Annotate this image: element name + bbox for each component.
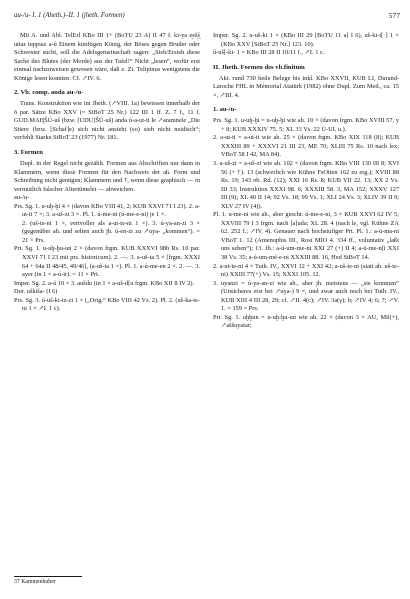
right-column bbox=[213, 32, 399, 331]
footer-rule bbox=[14, 576, 82, 577]
form-entry: Dur. uškiša- (I 6) bbox=[14, 288, 58, 296]
form-entry: Pl. 1. u-me-ni wie ah., aber geschr. ú-me-e-ni, 3 × KUB XXVI 62 IV 5; XXVIII 79 I 3 frgm. nach [a]uda; XL 28. 4 (nach le, vgl. Kühne ZA 62. 252 f.; ↗IV. 4). Genauer nach hochstufiger Prt. Pl. 1.: a-ú-ma-ni VBoT 1. 12 (Amenophis III., Rost MIO 4. 334 ff., voluntativ „laßt uns sehen“); 13. Jh.: a-ú-um-me-ni XXI 27 (+) II 4; a-ú-me-n[i XXI 38 Vs. 35; a-ú-um-mé-e-ni XXXIII 88. 16, Hed StBoT 14. bbox=[213, 211, 399, 262]
form-entry: 3. a-uš-zi = a-uš-zi wie ah. 102 × (davon frgm. KBo VIII 130 III 8; XVI 56 (+ †). 13 (schwerlich wie Kühne FsOtten 162 zu erg.); XVIII 88 Rs. 19; 143 ob. Rd. (12); XXI 16 Rs. 8; KUB VII 22. 13; XX 2 Vs. III 33; Instruktion XXXI 98. 6; XXXIII 58. 3, MA 152; XXXV 127 III (9); XL 40 II 14; 92 Vs. 18; 99 Vs. 1; XLI 24 Vs. 3; XLIV 39 II 9; XLV 27 IV (4)). bbox=[213, 160, 399, 210]
running-title: au-/u- I. 1 (Aheth.)–II. 1 (jheth. Formen) bbox=[14, 12, 125, 19]
page-number: 577 bbox=[388, 11, 400, 20]
form-entry-continued: 2. (uš-te-ni 1 ×, vertvoller als a-ut-te-ni 1 ×). 3. ú-ya-an-zi 3 × (gegenüber ah. und selten auch jh. ú-en-zi zu ↗uya- „kommen“). = 21 × Prs. bbox=[22, 219, 200, 244]
section-heading: II. Jheth. Formen des vb.finitum bbox=[213, 63, 305, 71]
section-heading: 1. au-/u- bbox=[213, 106, 237, 114]
form-entry: Imper. Sg. 2. a-ú 10 × 3. aušdu (in 1 × a-uš-d[u frgm. KBo XII 8 IV 2). bbox=[14, 279, 195, 287]
body-paragraph: Mit A. und Abl. TelErl KBo III 1+ (BoTU 23 A) II 47 f. ki-ya e̮eš̮š̮ uttar tuppiaz a-ú Einem künftigen König, der Böses gegen Bruder oder Schwester sucht, soll die Adelsgemeinschaft sagen: „Sieh/Ersieh diese Sache des Blutes (der Morde) aus der Tafel!“ Nicht „lesen“, wofür erst einmal nachzuweisen gewesen wäre, daß z. Zt. Telipinus wenigstens die Könige lesen konnten. Cf. ↗IV. 6. bbox=[14, 32, 200, 82]
running-header bbox=[14, 10, 400, 22]
form-entry: 3. uyanzi = ú-ya-an-zi wie ah., aber jh. meistens — „sie kommen“ (Unsicheres erst bei ↗uya-) 9 ×, und zwar auch noch bei Tuth. IV., KUB XIII 4 III 28, 29; cf. ↗II. 4(c); ↗IV. 3a(γ); b; ↗IV 4; 6; 7; ↗V. 1. = 159 × Prs. bbox=[213, 279, 399, 313]
form-entry: Prt. Sg. 1. uḫḫun = u-uḫ-ḫu-un wie ah. 22 × (davon 3 × AU, Mil(+), ↗aššuyatar; bbox=[213, 313, 399, 330]
form-entry: Prs. Sg. 1. u-uḫ-ḫi = u-uḫ-ḫi wie ah. 10 × (davon frgm. KBo XVIII 57, y + 8; KUB XXXIV 75. 5; XL 33 Vs. 22 Ú-UL u.). bbox=[213, 117, 399, 133]
left-column bbox=[14, 32, 200, 314]
body-paragraph: Akt. rund 730 heile Belege bis inkl. KBo XXVII, KUB LI, Durand-Laroche FHL in Mémorial Atatürk (1982) ohne Dupl. Zum Med., ca. 15 ×, ↗III. 4. bbox=[213, 74, 399, 99]
form-entry: Prs. Sg. 3. ú-uš-ki-iz-zi 1 × („Orig.“ KBo VIII 42 Vs. 2). Pl. 2. (uš-ka-te-ni 1 × ↗I. 1 c). bbox=[14, 296, 200, 313]
body-paragraph: Trans. Konstruktion wie im Jheth. (↗VIII. 1a) bewiesen innerhalb der 6 par. Sätze KBo XXV (= StBoT 25 Nr.) 122 III 1 ff. Z. 7 f., 11 f. GUD.MAH̬ŠÚ-uš (bzw. [UDU]ŠÚ-uš) anda ú-a-ut-ti le ↗aramnele „Die Stiere (bzw. [Schaf]e) sich nicht ansieht (so) sieh nicht neidisch“; verfehlt Starke StBoT 23 (1977) Nr. 181. bbox=[14, 100, 200, 142]
form-entry: 2. a-ut-te-ni 4 × Tuth. IV., XXVI 12 + XXI 42; a-uš-te-ni (statt ah. uš-te-ni) XXIII 77(+) Vs. 15; XXXI 105. 12. bbox=[213, 262, 399, 279]
section-heading: 3. Formen bbox=[14, 149, 43, 157]
subheading: au-/u- bbox=[14, 194, 30, 202]
form-entry: 2. a-ut-ti = a-ut-ti wie ah. 25 × (davon frgm. KBo XIX 118 (8); KUB XXXIII 89 + XXXVI 21 III 23, ME 70; XLIII 75 Rs. 10 nach lex; VBoT 58 I 42, MA 84). bbox=[213, 134, 399, 159]
form-entry: Prt. Sg. 1. u-uḫ-ḫu-un 2 × (davon frgm. KUB XXXVI 98b Rs. 10 par. XXVI 71 I 23 mit prs. historicum). 2. —. 3. a-uš-ta 5 × [frgm. XXXI 64 + 64a II 48/45, 49/46], (a-uš-ta 1 ×). Pl. 1. a-ú-me-en 2 ×. 2. —. 3. ayer (in 1 × a-ú-ir). = 11 × Prt. bbox=[14, 245, 200, 279]
form-entry: ú-uš[-ki- 1 × KBo III 28 II 10/11 f., ↗I. 1 c. bbox=[213, 49, 325, 57]
dictionary-page bbox=[14, 10, 400, 592]
form-entry: Imper. Sg. 2. u-uš-ki 1 × (KBo III 29 [BoTU 11 a] I 6), uš-ki-i[ ] 1 × (KBo XXV [StBoT 25 Nr.] 123. 10). bbox=[213, 32, 399, 48]
footer-signature: 37 Kammenhuber bbox=[14, 579, 56, 585]
form-entry: Prs. Sg. 1. u-uḫ-ḫi 4 × (davon KBo VIII 41, 2; KUB XXVI 71 I 23). 2. a-ut-ti 7 ×; 3. a-uš-zi 3 ×. Pl. 1. ú-me-ni (ú-me-e-ni) je 1 ×. bbox=[14, 202, 200, 219]
section-heading: 2. Vb. comp. anda au-/u- bbox=[14, 89, 84, 97]
body-paragraph: Dupl. in der Regel nicht gezählt. Formen aus Abschriften nur dann in Klammern, wenn diese Formen für den Nachweis der ah. Form und Schreibung nicht genügen; Klammern und †, wenn diese graphisch — in vermutlich falscher Altertümelei — abweichen. bbox=[14, 160, 200, 193]
